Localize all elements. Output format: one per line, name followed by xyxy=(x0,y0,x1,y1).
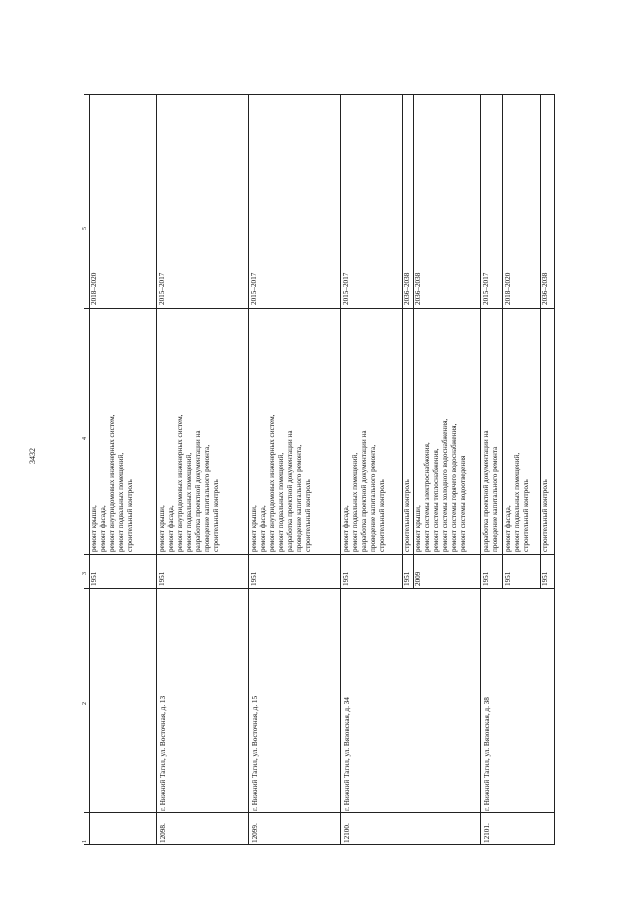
period-cell: 2036–2038 xyxy=(541,272,549,305)
table-border xyxy=(554,95,555,845)
works-cell: строительный контроль xyxy=(403,479,411,552)
year-cell: 1951 xyxy=(403,571,411,586)
row-number: 12098. xyxy=(159,823,167,843)
period-cell: 2018–2020 xyxy=(90,272,98,305)
period-cell: 2015–2017 xyxy=(482,272,490,305)
row-divider xyxy=(248,95,249,845)
column-divider xyxy=(84,588,555,589)
row-divider xyxy=(156,95,157,845)
column-divider xyxy=(84,308,555,309)
year-cell: 1951 xyxy=(541,571,549,586)
works-cell: ремонт крыши, ремонт фасада, ремонт внутридомовых инженерных систем, ремонт подвальных помещений, разработка проектной документации на проведение капитального ремонта, строительный контроль xyxy=(158,414,220,552)
period-cell: 2015–2017 xyxy=(250,272,258,305)
works-cell: ремонт крыши, ремонт фасада, ремонт внутридомовых инженерных систем, ремонт подвальных помещений, строительный контроль xyxy=(90,414,134,552)
column-number: 2 xyxy=(82,702,88,705)
year-cell: 1951 xyxy=(90,571,98,586)
address-cell: г. Нижний Тагил, ул. Восточная, д. 15 xyxy=(251,695,259,811)
row-number: 12100. xyxy=(343,823,351,843)
address-cell: г. Нижний Тагил, ул. Вязовская, д. 38 xyxy=(483,697,491,811)
column-divider xyxy=(84,554,555,555)
page-number: 3432 xyxy=(28,448,37,464)
year-cell: 1951 xyxy=(250,571,258,586)
period-cell: 2015–2017 xyxy=(342,272,350,305)
works-cell: разработка проектной документации на проведение капитального ремонта xyxy=(482,430,499,552)
works-cell: строительный контроль xyxy=(541,479,549,552)
row-divider xyxy=(480,95,481,845)
works-cell: ремонт крыши, ремонт фасада, ремонт внутридомовых инженерных систем, ремонт подвальных помещений, разработка проектной документации на проведение капитального ремонта, строительный контроль xyxy=(250,414,312,552)
works-cell: ремонт крыши, ремонт системы электроснабжения, ремонт системы теплоснабжения, ремонт системы холодного водоснабжения, ремонт системы горячего водоснабжения, ремонт системы водоотведения xyxy=(414,418,467,552)
subrow-divider xyxy=(502,95,503,589)
period-cell: 2015–2017 xyxy=(158,272,166,305)
column-number: 1 xyxy=(82,840,88,843)
address-cell: г. Нижний Тагил, ул. Восточная, д. 13 xyxy=(159,695,167,811)
row-number: 12101. xyxy=(483,823,491,843)
year-cell: 1951 xyxy=(342,571,350,586)
column-number: 3 xyxy=(82,572,88,575)
row-number: 12099. xyxy=(251,823,259,843)
column-number: 4 xyxy=(82,437,88,440)
year-cell: 1951 xyxy=(482,571,490,586)
period-cell: 2036–2038 xyxy=(414,272,422,305)
column-number: 5 xyxy=(82,227,88,230)
year-cell: 2009 xyxy=(414,571,422,586)
table-border xyxy=(84,94,555,95)
works-cell: ремонт фасада, ремонт подвальных помещений, строительный контроль xyxy=(504,452,530,552)
row-divider xyxy=(340,95,341,845)
year-cell: 1951 xyxy=(158,571,166,586)
year-cell: 1951 xyxy=(504,571,512,586)
works-table xyxy=(84,95,555,845)
address-cell: г. Нижний Тагил, ул. Вязовская, д. 34 xyxy=(343,697,351,811)
period-cell: 2036–2038 xyxy=(403,272,411,305)
works-cell: ремонт фасада, ремонт подвальных помещений, разработка проектной документации на проведение капитального ремонта, строительный контроль xyxy=(342,430,386,552)
table-border xyxy=(84,844,555,845)
period-cell: 2018–2020 xyxy=(504,272,512,305)
